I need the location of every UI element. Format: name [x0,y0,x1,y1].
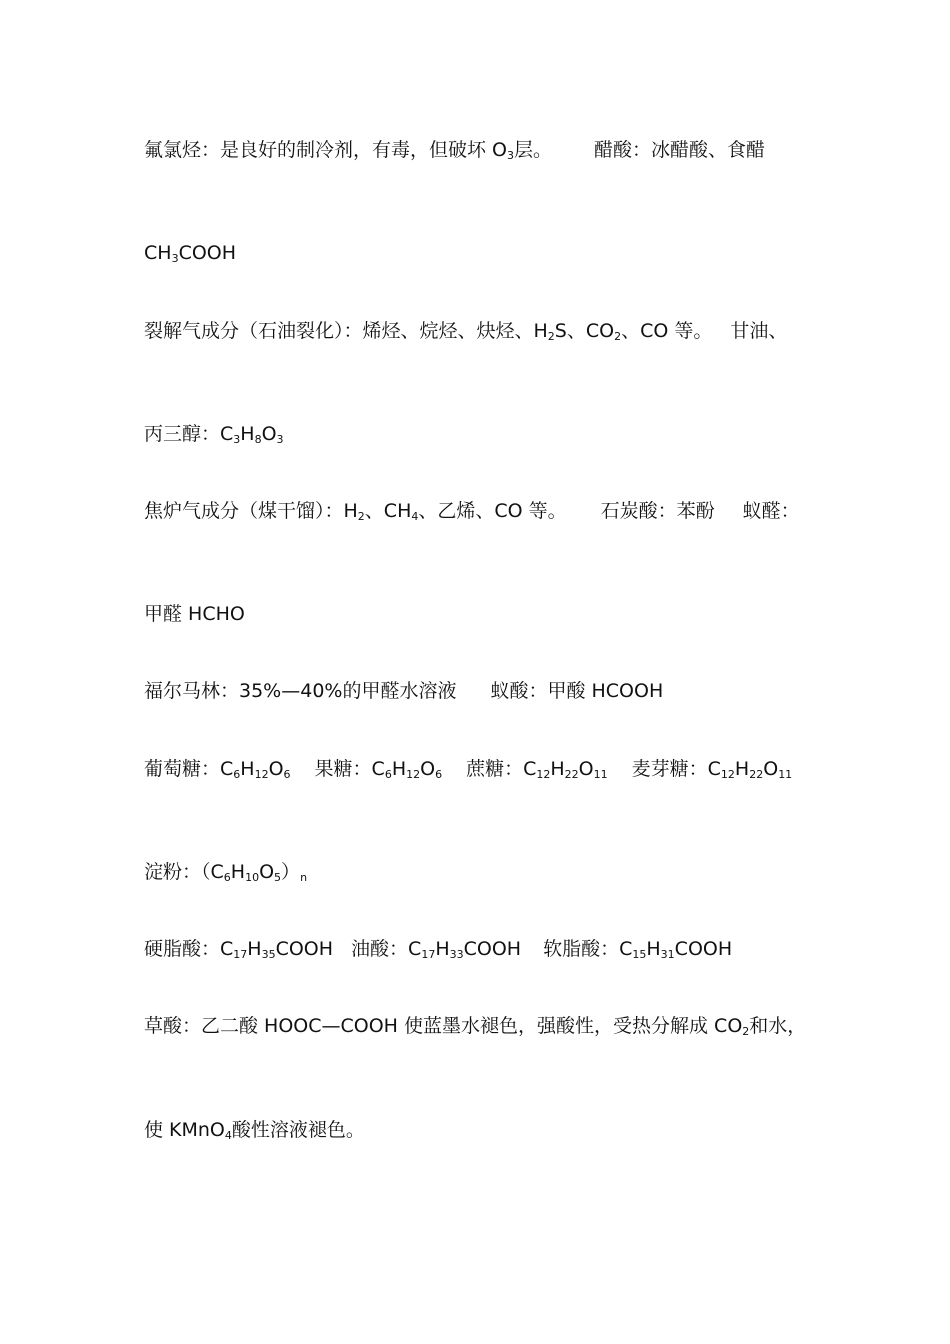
text: 丙三醇：C [144,423,234,445]
text: O [420,758,436,780]
line-freon [144,138,765,162]
text: 淀粉：（C [144,861,224,883]
subscript: 31 [660,948,675,961]
text: H [230,861,246,883]
line-sugars [144,757,792,781]
line-cracking-gas [144,319,787,343]
text: 果糖：C [314,758,385,780]
subscript: 6 [233,768,241,781]
subscript: 3 [507,149,514,162]
line-acetic-formula [144,241,236,265]
subscript: 6 [283,768,291,781]
subscript: 3 [233,433,241,446]
subscript: 12 [536,768,551,781]
text: H [435,938,450,960]
text: O [261,423,277,445]
text: 石炭酸：苯酚 [600,500,715,522]
subscript: 6 [384,768,392,781]
text: CH [144,242,172,264]
subscript: 15 [632,948,647,961]
line-formalin [144,679,663,703]
subscript: 33 [449,948,464,961]
subscript: 6 [223,871,231,884]
text: 、CH [364,500,412,522]
subscript: 12 [254,768,269,781]
text: 使 KMnO [144,1119,225,1141]
text: 蔗糖：C [466,758,537,780]
subscript: 3 [171,252,179,265]
text: 、乙烯、CO 等。 [418,500,567,522]
subscript: 11 [593,768,608,781]
subscript: 12 [720,768,735,781]
text: 裂解气成分（石油裂化）：烯烃、烷烃、炔烃、H [144,320,548,342]
subscript: 35 [261,948,276,961]
subscript: 22 [564,768,579,781]
text: 和水， [749,1015,807,1037]
text: 蚁酸：甲酸 HCOOH [490,680,664,702]
text: H [240,423,255,445]
subscript: 17 [421,948,436,961]
subscript: 17 [233,948,248,961]
text: 福尔马林：35%—40%的甲醛水溶液 [144,680,457,702]
subscript: 12 [406,768,421,781]
subscript: n [300,871,308,884]
text: 氟氯烃：是良好的制冷剂，有毒，但破坏 O [144,139,507,161]
text: H [734,758,750,780]
subscript: 4 [411,510,419,523]
text: 草酸：乙二酸 HOOC—COOH 使蓝墨水褪色，强酸性，受热分解成 CO [144,1015,743,1037]
subscript: 8 [254,433,262,446]
text: 醋酸：冰醋酸、食醋 [594,139,766,161]
line-glycerol [144,422,284,446]
subscript: 11 [778,768,793,781]
subscript: 2 [614,330,622,343]
line-fatty-acids [144,937,732,961]
subscript: 22 [749,768,764,781]
text: 硬脂酸：C [144,938,234,960]
text: 、CO 等。 [621,320,713,342]
text: O [763,758,779,780]
text: COOH [674,938,733,960]
subscript: 3 [276,433,284,446]
text: H [247,938,262,960]
text: COOH [275,938,334,960]
text: 葡萄糖：C [144,758,234,780]
subscript: 6 [435,768,443,781]
text: 麦芽糖：C [631,758,721,780]
line-oxalic-acid [144,1014,806,1038]
text: 软脂酸：C [543,938,633,960]
subscript: 2 [742,1025,750,1038]
text: O [259,861,275,883]
text: ） [281,861,301,883]
line-starch [144,860,307,884]
line-kmno4 [144,1118,365,1142]
line-coke-gas [144,499,800,523]
text: 蚁醛： [742,500,800,522]
text: 甲醛 HCHO [144,603,245,625]
text: O [268,758,284,780]
subscript: 5 [274,871,282,884]
subscript: 2 [547,330,555,343]
subscript: 10 [245,871,260,884]
text: S、CO [554,320,615,342]
text: 焦炉气成分（煤干馏）：H [144,500,358,522]
text: 层。 [514,139,553,161]
text: H [646,938,661,960]
text: H [550,758,565,780]
text: H [240,758,255,780]
text: 酸性溶液褪色。 [231,1119,365,1141]
text: COOH [463,938,522,960]
text: COOH [178,242,237,264]
text: 甘油、 [730,320,788,342]
subscript: 4 [224,1129,232,1142]
text: O [578,758,594,780]
text: 油酸：C [351,938,422,960]
text: H [391,758,407,780]
line-formaldehyde [144,602,245,626]
subscript: 2 [357,510,365,523]
